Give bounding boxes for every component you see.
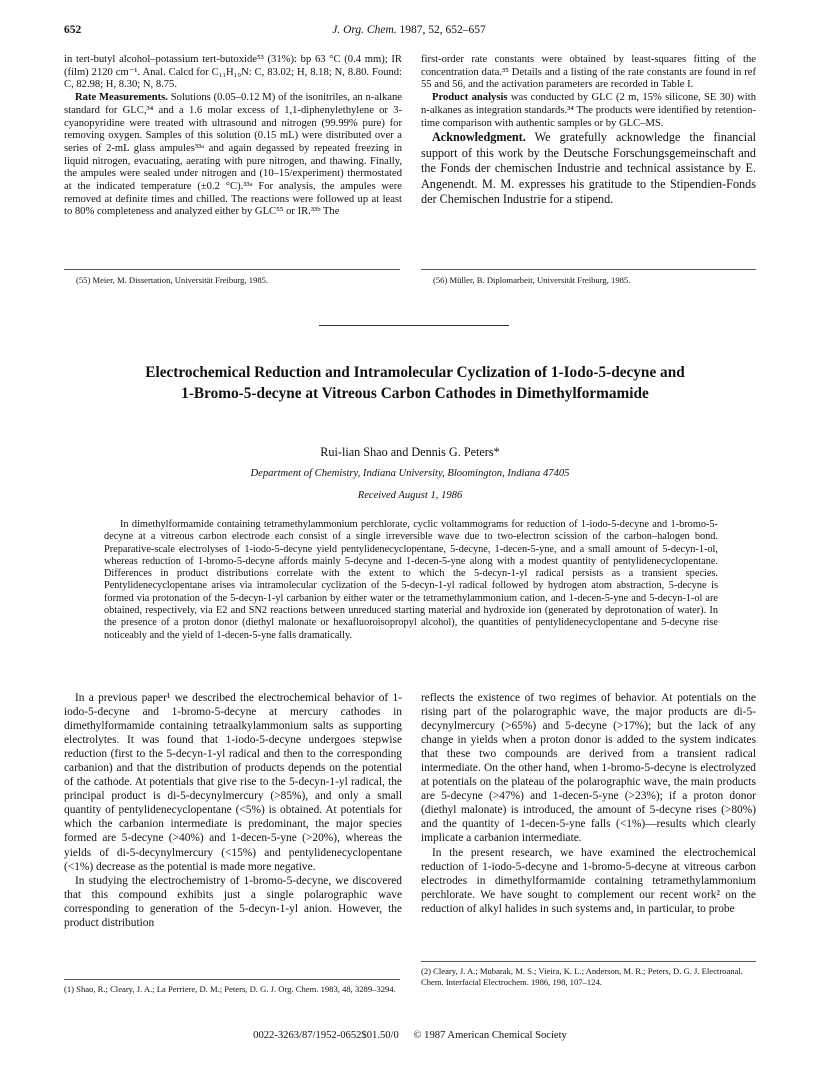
received-date: Received August 1, 1986: [357, 490, 463, 501]
footnote-55: (55) Meier, M. Dissertation, Universität Freiburg, 1985.: [76, 275, 269, 285]
journal-name: J. Org. Chem.: [332, 24, 397, 36]
author-affiliation: Department of Chemistry, Indiana University, Bloomington, Indiana 47405: [250, 468, 570, 479]
intro-paragraph-2: In studying the electrochemistry of 1-bromo-5-decyne, we discovered that this compound exhibits just a single polarographic wave corresponding to generation of the 5-decyn-1-yl anion. However, the product distribution: [64, 874, 402, 929]
product-analysis-text: was conducted by GLC (2 m, 15% silicone, SE 30) with n-alkanes as integration standards.³⁴ The products were identified by retention-time comparison with authentic samples or by GLC–MS.: [421, 92, 756, 129]
body-left-column: [64, 691, 402, 930]
footnote-rule-right: [421, 269, 756, 270]
abstract: [104, 519, 718, 642]
article-authors: Rui-lian Shao and Dennis G. Peters*: [320, 445, 500, 459]
acknowledgment-text: We gratefully acknowledge the financial support of this work by the Deutsche Forschungsgemeinschaft and the Fonds der chemischen Industrie and technical assistance by E. Angenendt. M. M. expresses his gratitude to the Stipendien-Fonds der Chemischen Industrie for a stipend.: [421, 130, 756, 207]
journal-volume: 1987, 52, 652–657: [399, 24, 486, 36]
footnote-2: (2) Cleary, J. A.; Mubarak, M. S.; Vieira, K. L.; Anderson, M. R.; Peters, D. G. J. Electroanal. Chem. Interfacial Electrochem. 1986, 198, 107–124.: [421, 966, 743, 987]
copyright-notice: © 1987 American Chemical Society: [413, 1030, 567, 1041]
rate-measurements-heading: Rate Measurements.: [75, 92, 168, 104]
product-analysis-heading: Product analysis: [432, 92, 508, 104]
article-code: 0022-3263/87/1952-0652$01.50/0: [253, 1030, 399, 1041]
product-analysis-paragraph: [421, 92, 756, 130]
running-header: [64, 24, 754, 40]
top-right-column: [421, 54, 756, 208]
intro-paragraph-3: reflects the existence of two regimes of behavior. At potentials on the rising part of the polarographic wave, the major products are di-5-decynylmercury (>65%) and 5-decyne (>17%); but the lack of any change in yields when a proton donor is added to the system indicates that these two compounds are derived from a transient radical intermediate. On the other hand, when 1-bromo-5-decyne is electrolyzed at potentials on the plateau of the polarographic wave, the main products are 5-decyne (>47%) and 1-decen-5-yne (>23%); if a proton donor (diethyl malonate) is introduced, the amount of 5-decyne rises (>80%) and the quantity of 1-decen-5-yne falls (<1%)—results which clearly implicate a carbanion intermediate.: [421, 692, 756, 845]
article-title: Electrochemical Reduction and Intramolecular Cyclization of 1-Iodo-5-decyne and 1-Bromo-5-decyne at Vitreous Carbon Cathodes in Dimethylformamide: [145, 364, 685, 402]
bottom-footnote-rule-left: [64, 979, 400, 980]
acknowledgment-paragraph: [421, 130, 756, 208]
footnote-56: (56) Müller, B. Diplomarbeit, Universität Freiburg, 1985.: [433, 275, 631, 285]
experimental-paragraph: in tert-butyl alcohol–potassium tert-butoxide⁵³ (31%): bp 63 °C (0.4 mm); IR (film) 2120 cm⁻¹. Anal. Calcd for C₁₁H₁₉N: C, 83.02; H, 8.18; N, 8.80. Found: C, 82.98; H, 8.30; N, 8.75.: [64, 54, 402, 91]
abstract-text: In dimethylformamide containing tetramethylammonium perchlorate, cyclic voltammograms for reduction of 1-iodo-5-decyne and 1-bromo-5-decyne at a vitreous carbon electrode each consist of a single irreversible wave due to two-electron scission of the carbon–halogen bond. Preparative-scale electrolyses of 1-iodo-5-decyne yield pentylidenecyclopentane, 5-decyne, 1-decen-5-yne, and a small amount of 5-decyn-1-ol, whereas reduction of 1-bromo-5-decyne affords mainly 5-decyne and 1-decen-5-yne along with a modest quantity of pentylidenecyclopentane. Differences in product distributions correlate with the extent to which the 5-decyn-1-yl radical persists as a transient species. Pentylidenecyclopentane arises via intramolecular cyclization of the 5-decyn-1-yl radical followed by hydrogen atom abstraction, 5-decyne is formed via protonation of the 5-decyn-1-yl carbanion by either water or the tetramethylammonium cation, and 1-decen-5-yne and 5-decyn-1-ol are obtained, respectively, via E2 and SN2 reactions between unreduced starting material and hydroxide ion (generated by deprotonation of water). In the presence of a proton donor (diethyl malonate or hexafluoroisopropyl alcohol), the quantities of pentylidenecyclopentane and 5-decyne rise noticeably and the yield of 1-decen-5-yne falls dramatically.: [104, 519, 718, 641]
rate-measurements-text: Solutions (0.05–0.12 M) of the isonitriles, an n-alkane standard for GLC,³⁴ and a 1.6 molar excess of 1,1-diphenylethylene or 3-cyanopyridine were treated with ultrasound and nitrogen (99.99% pure) for removing oxygen. Samples of this solution (0.15 mL) were distributed over a series of 2-mL glass ampules³³ᵃ and again degassed by repeated freezing in liquid nitrogen, evacuating, aerating with pure nitrogen, and thawing. Finally, the ampules were sealed under nitrogen and (10–15/experiment) thermostated at the indicated temperature (±0.2 °C).³³ᵃ For analysis, the ampules were removed at definite times and chilled. The reactions were followed up at least to 80% completeness and analyzed either by GLC⁵⁵ or IR.³³ᵇ The: [64, 92, 402, 218]
rate-constants-paragraph: first-order rate constants were obtained by least-squares fitting of the concentration data.³⁵ Details and a listing of the rate constants are found in ref 55 and 56, and the activation parameters are recorded in Table I.: [421, 54, 756, 91]
top-left-column: [64, 54, 402, 219]
intro-paragraph-1: In a previous paper¹ we described the electrochemical behavior of 1-iodo-5-decyne and 1-bromo-5-decyne at mercury cathodes in dimethylformamide containing tetraalkylammonium salts as supporting electrolytes. It was found that 1-iodo-5-decyne undergoes stepwise reduction (first to the 5-decyn-1-yl radical and then to the corresponding carbanion) and that the distribution of products depends on the potential of the cathode. At potentials that give rise to the 5-decyn-1-yl radical, the principal product is di-5-decynylmercury (>85%), and only a small quantity of pentylidenecyclopentane (<5%) is obtained. At potentials for which the carbanion intermediate is predominant, the major species formed are 5-decyne (>40%) and 1-decen-5-yne (>20%), whereas the yields of di-5-decynylmercury (<15%) and pentylidenecyclopentane (<1%) decrease as the potential is made more negative.: [64, 692, 402, 873]
intro-paragraph-4: In the present research, we have examined the electrochemical reduction of 1-iodo-5-decyne and 1-bromo-5-decyne at vitreous carbon electrodes in dimethylformamide containing tetramethylammonium perchlorate. We have sought to complement our recent work² on the reduction of alkyl halides in such systems and, in particular, to probe: [421, 846, 756, 915]
footnote-rule-left: [64, 269, 400, 270]
footnote-1: (1) Shao, R.; Cleary, J. A.; La Perriere, D. M.; Peters, D. G. J. Org. Chem. 1983, 48, 3289–3294.: [64, 984, 396, 994]
page-number: 652: [64, 24, 82, 36]
journal-citation: [64, 24, 754, 36]
acknowledgment-heading: Acknowledgment.: [432, 130, 526, 145]
rate-measurements-paragraph: [64, 92, 402, 219]
page-footer: [64, 1030, 756, 1041]
body-right-column: [421, 691, 756, 916]
article-separator: [319, 325, 509, 326]
bottom-footnote-rule-right: [421, 961, 756, 962]
